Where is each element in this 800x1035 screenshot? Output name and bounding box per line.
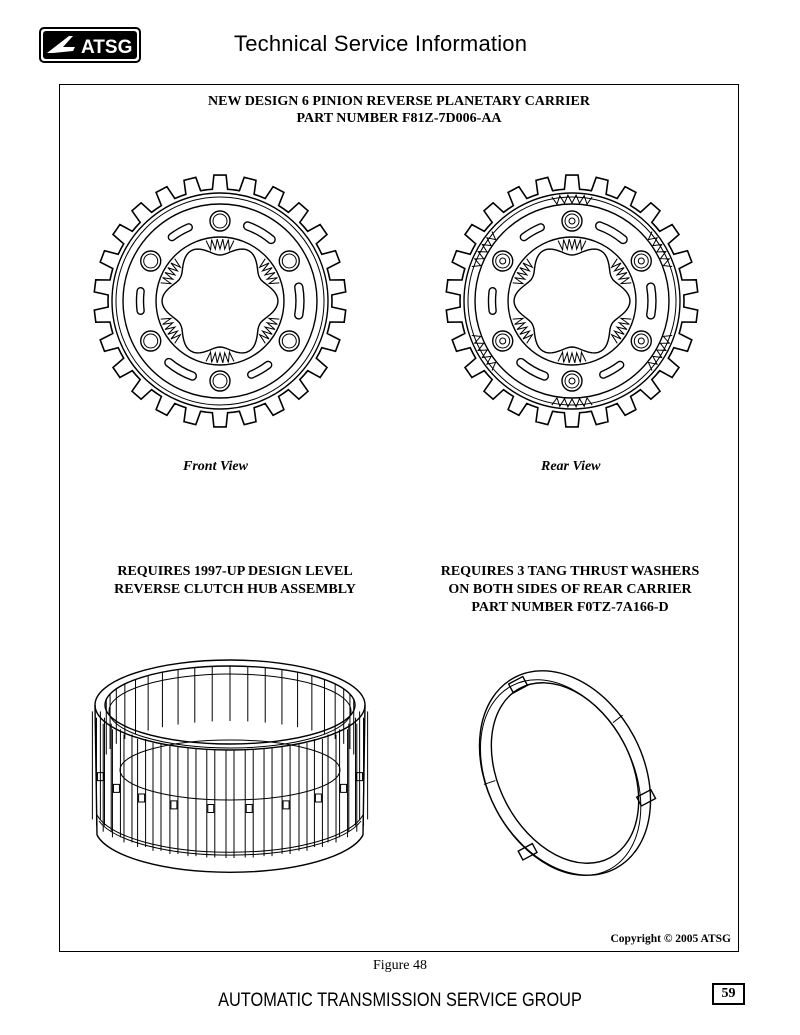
page-title: Technical Service Information — [234, 31, 528, 56]
thrust-washer-drawing — [455, 655, 675, 890]
thrust-washer-note-line-3: PART NUMBER F0TZ-7A166-D — [471, 600, 669, 615]
thrust-washer-note-line-1: REQUIRES 3 TANG THRUST WASHERS — [440, 564, 700, 579]
page-number: 59 — [712, 983, 745, 1005]
thrust-washer-note — [410, 563, 730, 617]
clutch-hub-note — [80, 563, 390, 599]
bulletin-title — [60, 93, 738, 127]
reverse-clutch-hub-drawing — [80, 635, 380, 900]
svg-text:ATSG: ATSG — [81, 37, 133, 58]
clutch-hub-note-line-1: REQUIRES 1997-UP DESIGN LEVEL — [117, 564, 353, 579]
bulletin-title-line-1: NEW DESIGN 6 PINION REVERSE PLANETARY CARRIER — [208, 94, 590, 109]
atsg-logo — [39, 27, 141, 63]
rear-view-carrier-drawing — [442, 170, 704, 432]
figure-label: Figure 48 — [372, 958, 428, 973]
clutch-hub-note-line-2: REVERSE CLUTCH HUB ASSEMBLY — [114, 582, 356, 597]
figure-frame — [59, 84, 739, 952]
copyright-notice: Copyright © 2005 ATSG — [610, 933, 731, 945]
front-view-caption: Front View — [183, 459, 248, 474]
rear-view-caption: Rear View — [541, 459, 601, 474]
front-view-carrier-drawing — [90, 170, 350, 432]
footer-organization: AUTOMATIC TRANSMISSION SERVICE GROUP — [218, 990, 582, 1011]
thrust-washer-note-line-2: ON BOTH SIDES OF REAR CARRIER — [448, 582, 692, 597]
bulletin-title-line-2: PART NUMBER F81Z-7D006-AA — [296, 111, 502, 126]
